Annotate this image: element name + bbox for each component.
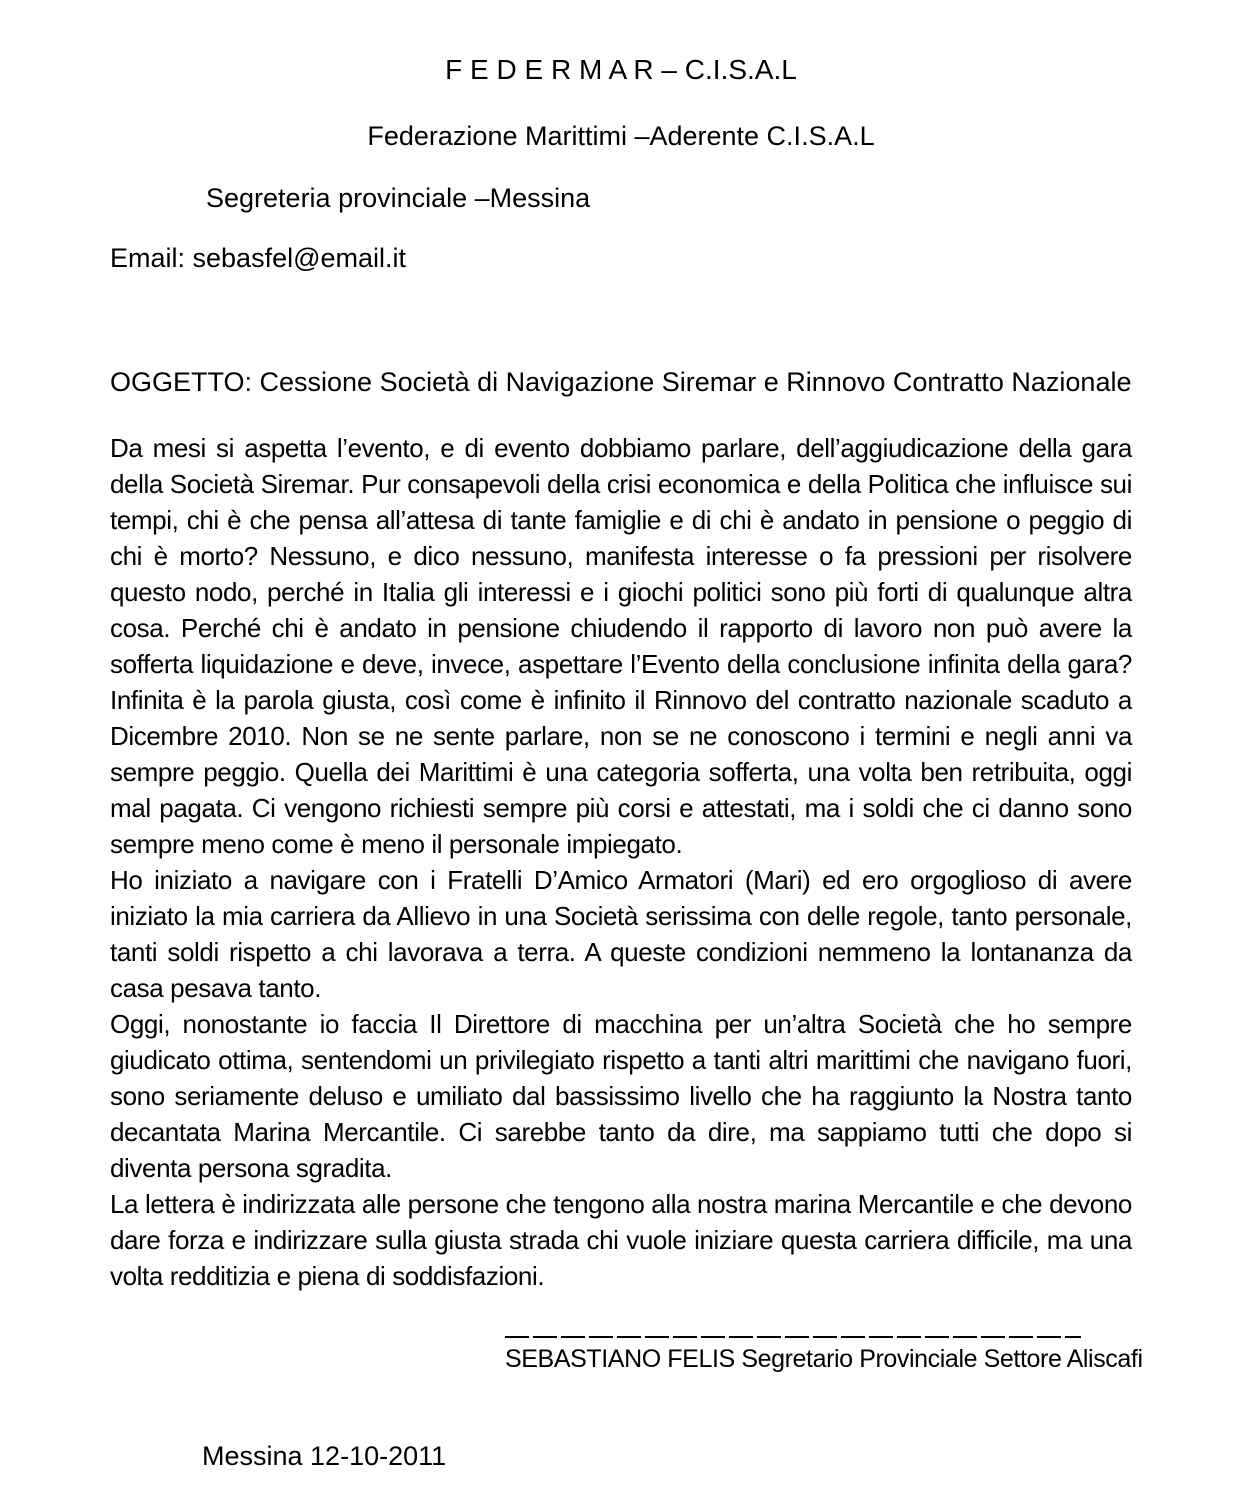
- signature-name: SEBASTIANO FELIS Segretario Provinciale Settore Aliscafi: [505, 1345, 1143, 1373]
- subject-line: OGGETTO: Cessione Società di Navigazione Siremar e Rinnovo Contratto Nazionale: [110, 367, 1132, 397]
- office-line: Segreteria provinciale –Messina: [206, 183, 591, 213]
- body-paragraph-1: Da mesi si aspetta l’evento, e di evento dobbiamo parlare, dell’aggiudicazione della gara della Società Siremar. Pur consapevoli della crisi economica e della Politica che influisce sui tempi, chi è che pensa all’attesa di tante famiglie e di chi è andato in pensione o peggio di chi è morto? Nessuno, e dico nessuno, manifesta interesse o fa pressioni per risolvere questo nodo, perché in Italia gli interessi e i giochi politici sono più forti di qualunque altra cosa. Perché chi è andato in pensione chiudendo il rapporto di lavoro non può avere la sofferta liquidazione e deve, invece, aspettare l’Evento della conclusione infinita della gara? Infinita è la parola giusta, così come è infinito il Rinnovo del contratto nazionale scaduto a Dicembre 2010. Non se ne sente parlare, non se ne conoscono i termini e negli anni va sempre peggio. Quella dei Marittimi è una categoria sofferta, una volta ben retribuita, oggi mal pagata. Ci vengono richiesti sempre più corsi e attestati, ma i soldi che ci danno sono sempre meno come è meno il personale impiegato.: [110, 433, 1132, 859]
- body-paragraph-2: Ho iniziato a navigare con i Fratelli D’Amico Armatori (Mari) ed ero orgoglioso di avere iniziato la mia carriera da Allievo in una Società serissima con delle regole, tanto personale, tanti soldi rispetto a chi lavorava a terra. A queste condizioni nemmeno la lontananza da casa pesava tanto.: [110, 865, 1132, 1003]
- email-line: Email: sebasfel@email.it: [110, 243, 407, 273]
- place-date: Messina 12-10-2011: [202, 1441, 447, 1471]
- signature-rule: [505, 1336, 1081, 1338]
- body-paragraph-4: La lettera è indirizzata alle persone che tengono alla nostra marina Mercantile e che devono dare forza e indirizzare sulla giusta strada chi vuole iniziare questa carriera difficile, ma una volta redditizia e piena di soddisfazioni.: [110, 1189, 1132, 1291]
- signature-block: [505, 1336, 1143, 1375]
- letter-body: [110, 430, 1132, 1294]
- body-paragraph-3: Oggi, nonostante io faccia Il Direttore di macchina per un’altra Società che ho sempre giudicato ottima, sentendomi un privilegiato rispetto a tanti altri marittimi che navigano fuori, sono seriamente deluso e umiliato dal bassissimo livello che ha raggiunto la Nostra tanto decantata Marina Mercantile. Ci sarebbe tanto da dire, ma sappiamo tutti che dopo si diventa persona sgradita.: [110, 1009, 1132, 1183]
- org-subtitle: Federazione Marittimi –Aderente C.I.S.A.L: [367, 121, 875, 151]
- org-title: F E D E R M A R – C.I.S.A.L: [445, 54, 797, 85]
